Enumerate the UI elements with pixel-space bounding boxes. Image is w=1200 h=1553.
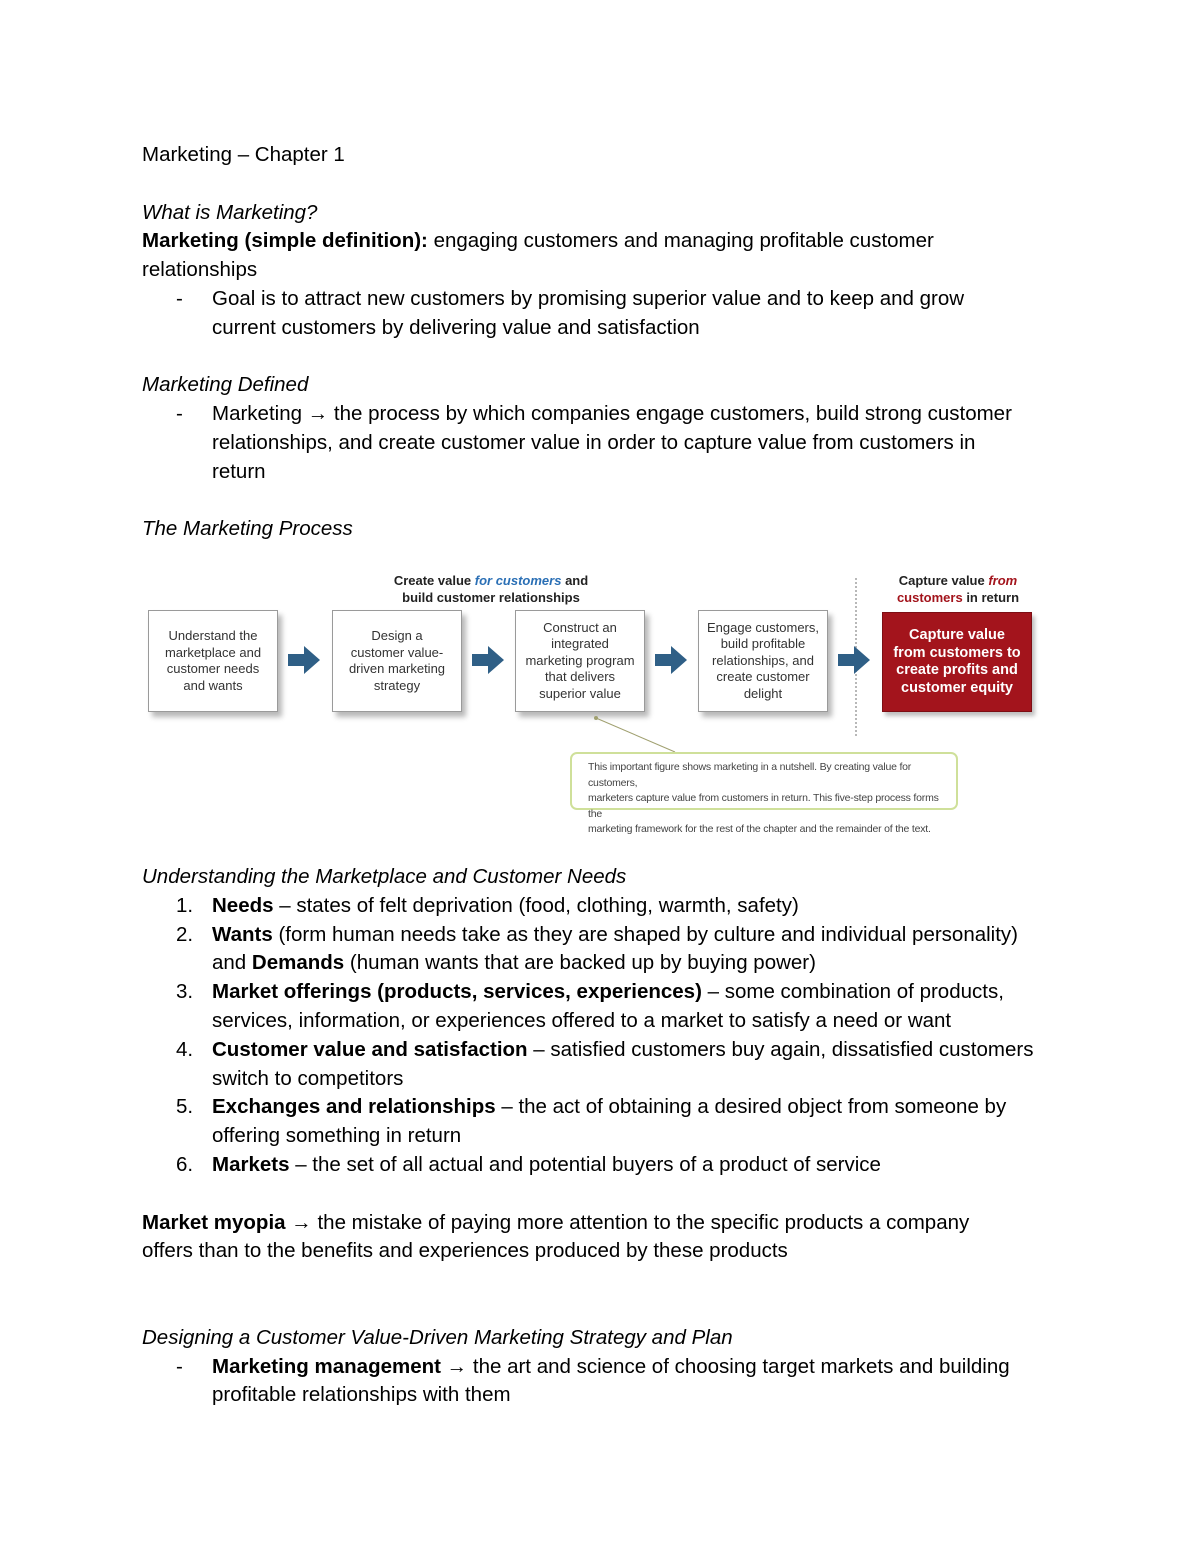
bullet-marketing-defined: - Marketing → the process by which companies engage customers, build strong customer	[142, 400, 1062, 429]
market-myopia-definition: Market myopia → the mistake of paying more attention to the specific products a company	[142, 1210, 970, 1234]
definition-continuation: offers than to the benefits and experiences produced by these products	[142, 1239, 788, 1263]
dash-marker: -	[176, 402, 183, 426]
bullet-marketing-management: - Marketing management → the art and science of choosing target markets and building	[142, 1353, 1062, 1382]
list-item-continuation: offering something in return	[212, 1124, 462, 1148]
list-item: 5. Exchanges and relationships – the act of obtaining a desired object from someone by	[176, 1095, 1007, 1119]
section-heading-what-is-marketing: What is Marketing?	[142, 200, 318, 224]
list-item: 1. Needs – states of felt deprivation (food, clothing, warmth, safety)	[176, 893, 799, 917]
right-arrow-icon: →	[440, 1354, 473, 1378]
document-body	[142, 141, 1062, 544]
diagram-caption: This important figure shows marketing in a nutshell. By creating value for customers, marketers capture value from customers in return. This five-step process forms the marketing framework for the rest of the chapter and the remainder of the text.	[570, 752, 958, 810]
step-capture-value: Capture value from customers to create profits and customer equity	[882, 612, 1032, 712]
right-arrow-icon	[286, 644, 322, 676]
list-item: 4. Customer value and satisfaction – satisfied customers buy again, dissatisfied customers	[176, 1037, 1034, 1061]
definition-continuation: relationships	[142, 258, 258, 282]
step-construct-program: Construct an integrated marketing program that delivers superior value	[515, 610, 645, 712]
right-arrow-icon	[470, 644, 506, 676]
bullet-continuation: profitable relationships with them	[212, 1383, 511, 1407]
marketing-process-diagram	[140, 566, 1040, 835]
caption-leader-line	[560, 706, 680, 756]
step-design-strategy: Design a customer value- driven marketing strategy	[332, 610, 462, 712]
bullet-continuation: relationships, and create customer value in order to capture value from customers in	[212, 430, 976, 454]
list-item-continuation: switch to competitors	[212, 1066, 404, 1090]
right-arrow-icon	[653, 644, 689, 676]
list-item: 3. Market offerings (products, services, experiences) – some combination of products,	[176, 980, 1004, 1004]
term-marketing-simple: Marketing (simple definition):	[142, 229, 428, 253]
section-heading-designing-strategy: Designing a Customer Value-Driven Marketing Strategy and Plan	[142, 1325, 733, 1349]
section-heading-marketing-defined: Marketing Defined	[142, 373, 309, 397]
dash-marker: -	[176, 286, 183, 310]
right-arrow-icon	[836, 644, 872, 676]
step-understand-marketplace: Understand the marketplace and customer needs and wants	[148, 610, 278, 712]
right-arrow-icon: →	[302, 402, 334, 426]
document-body-continued	[142, 863, 1062, 1410]
list-item: 2. Wants (form human needs take as they are shaped by culture and individual personality)	[176, 922, 1019, 946]
simple-definition: Marketing (simple definition): engaging customers and managing profitable customer	[142, 229, 934, 253]
list-item: 6. Markets – the set of all actual and potential buyers of a product of service	[176, 1152, 881, 1176]
bullet-continuation: return	[212, 459, 266, 483]
section-heading-understanding-marketplace: Understanding the Marketplace and Customer Needs	[142, 865, 627, 888]
diagram-heading-create-value: Create value for customers and build customer relationships	[393, 573, 589, 605]
list-item-continuation: services, information, or experiences offered to a market to satisfy a need or want	[212, 1008, 952, 1032]
bullet-goal-continuation: current customers by delivering value and satisfaction	[212, 315, 700, 339]
page-title: Marketing – Chapter 1	[142, 143, 345, 166]
diagram-heading-capture-value: Capture value from customers in return	[896, 573, 1020, 605]
bullet-goal: - Goal is to attract new customers by promising superior value and to keep and grow	[142, 285, 1062, 314]
right-arrow-icon: →	[285, 1210, 318, 1234]
step-engage-customers: Engage customers, build profitable relationships, and create customer delight	[698, 610, 828, 712]
section-heading-marketing-process: The Marketing Process	[142, 517, 353, 541]
list-item-continuation: and Demands (human wants that are backed up by buying power)	[212, 951, 816, 975]
dash-marker: -	[176, 1354, 183, 1378]
